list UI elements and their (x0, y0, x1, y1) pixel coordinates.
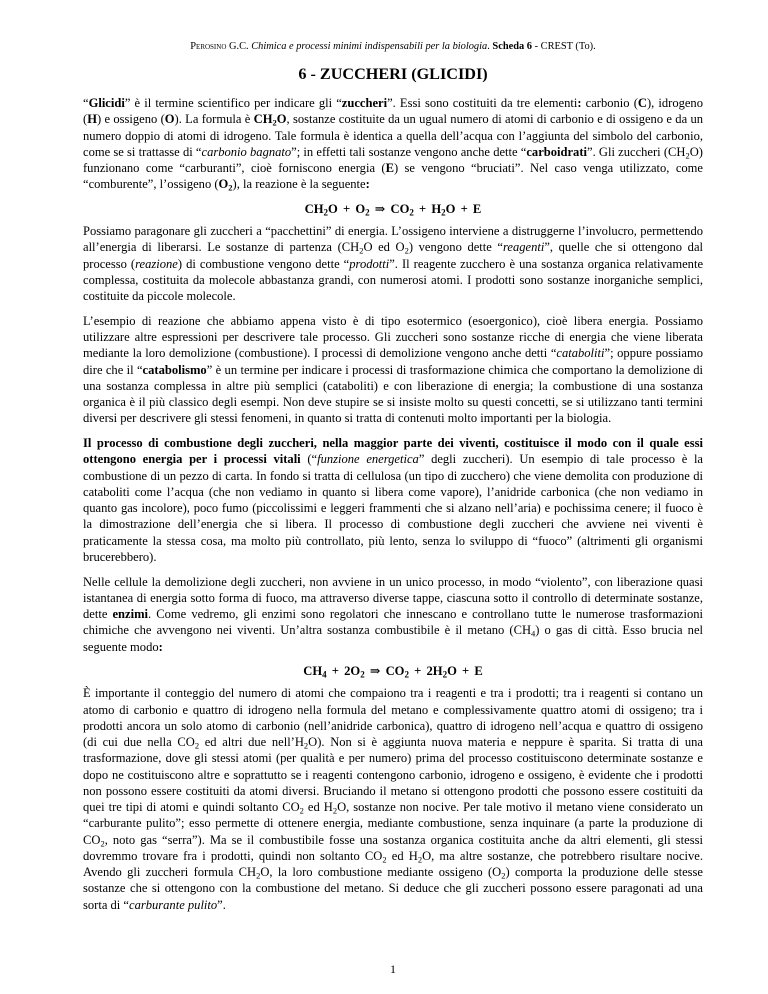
paragraph-5: Nelle cellule la demolizione degli zuccheri, non avviene in un unico processo, in modo “violento”, con liberazione quasi istantanea di energia sotto forma di fuoco, ma attraverso diverse tappe, ciascuna sotto il controllo di determinate sostanze, dette enzimi. Come vedremo, gli enzimi sono regolatori che innescano e controllano tutte le numerose trasformazioni chimiche che avvengono nei viventi. Un’altra sostanza combustibile è il metano $(CH_4)$ o gas di città. Esso brucia nel seguente modo: (83, 574, 704, 654)
paragraph-3: L’esempio di reazione che abbiamo appena visto è di tipo esotermico (esoergonico), cioè libera energia. Possiamo utilizzare altre espressioni per descrivere tale processo. Gli zuccheri sono sostanze ricche di energia che viene liberata mediante la loro demolizione (combustione). I processi di demolizione vengono anche detti “cataboliti”; oppure possiamo dire che il “catabolismo” è un termine per indicare i processi di trasformazione chimica che comportano la demolizione di una sostanza complessa in altre più semplici (cataboliti) e con liberazione di energia; la combustione di una sostanza organica è il più classico degli esempi. Non deve stupire se si insiste molto su questi concetti, se si utilizzano tanti termini diversi per descrivere gli stessi fenomeni, in quanto si tratta di contenuti molto importanti per la biologia. (83, 313, 704, 426)
page-number: 1 (390, 962, 396, 976)
header-publisher: - CREST (To). (534, 41, 596, 52)
paragraph-6: È importante il conteggio del numero di atomi che compaiono tra i reagenti e tra i prodotti; tra i reagenti si contano un atomo di carbonio e quattro di idrogeno nella formula del metano e complessivamente quattro atomi di ossigeno; tra i prodotti ancora un solo atomo di carbonio (nell’anidride carbonica), quattro di idrogeno nell’acqua e quattro di ossigeno (di cui due nella $CO_2$ ed altri due $nell’H_2O$). Non si è aggiunta nuova materia e neppure è sparita. Si tratta di una trasformazione, dove gli stessi atomi (per qualità e per numero) prima del processo costituiscono determinate sostanze e dopo ne costituiscono altre e soprattutto se i reagenti contengono carbonio, idrogeno e ossigeno, è evidente che i prodotti non possono essere costituiti da atomi diversi. Bruciando il metano si ottengono prodotti che possono essere costituiti da quei tre tipi di atomi e quindi soltanto $CO_2$ ed $H_2O$, sostanze non nocive. Per tale motivo il metano viene considerato un “carburante pulito”; esso permette di ottenere energia, mediante combustione, senza inquinare (a parte la produzione di $CO_2$, noto gas “serra”). Ma se il combustibile fosse una sostanza organica costituita anche da altri elementi, gli stessi dovremmo trovare fra i prodotti, quindi non soltanto $CO_2$ ed $H_2O$, ma altre sostanze, che potrebbero risultare nocive. Avendo gli zuccheri formula $CH_2O$, la loro combustione mediante ossigeno $(O_2)$ comporta la produzione delle stesse sostanze che si ottengono con la combustione del metano. Si deduce che gli zuccheri possono essere paragonati ad una sorta di “carburante pulito”. (83, 686, 703, 912)
paragraph-4: Il processo di combustione degli zuccheri, nella maggior parte dei viventi, costituisce il modo con il quale essi ottengono energia per i processi vitali (“funzione energetica” degli zuccheri). Un esempio di tale processo è la combustione di un pezzo di carta. In fondo si tratta di cellulosa (un tipo di zucchero) che viene demolita con produzione di cataboliti come l’acqua (che non vediamo in quanto si libera come vapore), l’anidride carbonica (che non vediamo in quanto gas incolore), poco fumo (piccolissimi e leggeri frammenti che si alzano nell’aria) e pochissima cenere; il fuoco è la dimostrazione dell’energia che si libera. Il processo di combustione degli zuccheri che avviene nei viventi è praticamente la stessa cosa, ma molto più controllato, più lento, senza lo sviluppo di “fuoco” (altrimenti gli organismi brucerebbero). (83, 436, 703, 564)
header-sheet: Scheda 6 (492, 41, 532, 52)
equation-sugar-combustion: $CH_2O + O_2$ ⇒ $CO_2 + H_2O + E$ (304, 202, 482, 218)
header-title: Chimica e processi minimi indispensabili per la biologia (251, 41, 488, 52)
paragraph-1: “Glicidi” è il termine scientifico per indicare gli “zuccheri”. Essi sono costituiti da tre elementi: carbonio (C), idrogeno (H) e ossigeno (O). La formula è $CH_2O$, sostanze costituite da un ugual numero di atomi di carbonio e di ossigeno e da un numero doppio di atomi di idrogeno. Tale formula è identica a quella dell’acqua con l’aggiunta del simbolo del carbonio, come se si trattasse di “carbonio bagnato”; in effetti tali sostanze vengono anche dette “carboidrati”. Gli zuccheri $(CH_2O)$ funzionano come “carburanti”, cioè forniscono energia (E) se vengono “bruciati”. Nel caso venga utilizzato, come “comburente”, l’ossigeno $(O_2)$, la reazione è la seguente: (83, 96, 704, 193)
running-header: Perosino G.C. Chimica e processi minimi indispensabili per la biologia. Scheda 6 - CREST (To). (190, 41, 596, 52)
document-body (83, 95, 703, 921)
equation-methane-combustion: $CH_4 + 2O_2$ ⇒ $CO_2 + 2H_2O + E$ (303, 664, 483, 680)
document-title: 6 - ZUCCHERI (GLICIDI) (298, 65, 488, 83)
paragraph-2: Possiamo paragonare gli zuccheri a “pacchettini” di energia. L’ossigeno interviene a distruggerne l’involucro, permettendo all’energia di liberarsi. Le sostanze di partenza ($CH_2O$ ed $O_2$) vengono dette “reagenti”, quelle che si ottengono dal processo (reazione) di combustione vengono dette “prodotti”. Il reagente zucchero è una sostanza organica relativamente complessa, costituita da molecole abbastanza grandi, con numerosi atomi. I prodotti sono sostanze inorganiche semplici, costituite da piccole molecole. (83, 224, 704, 303)
header-author: Perosino G.C. (190, 41, 249, 52)
